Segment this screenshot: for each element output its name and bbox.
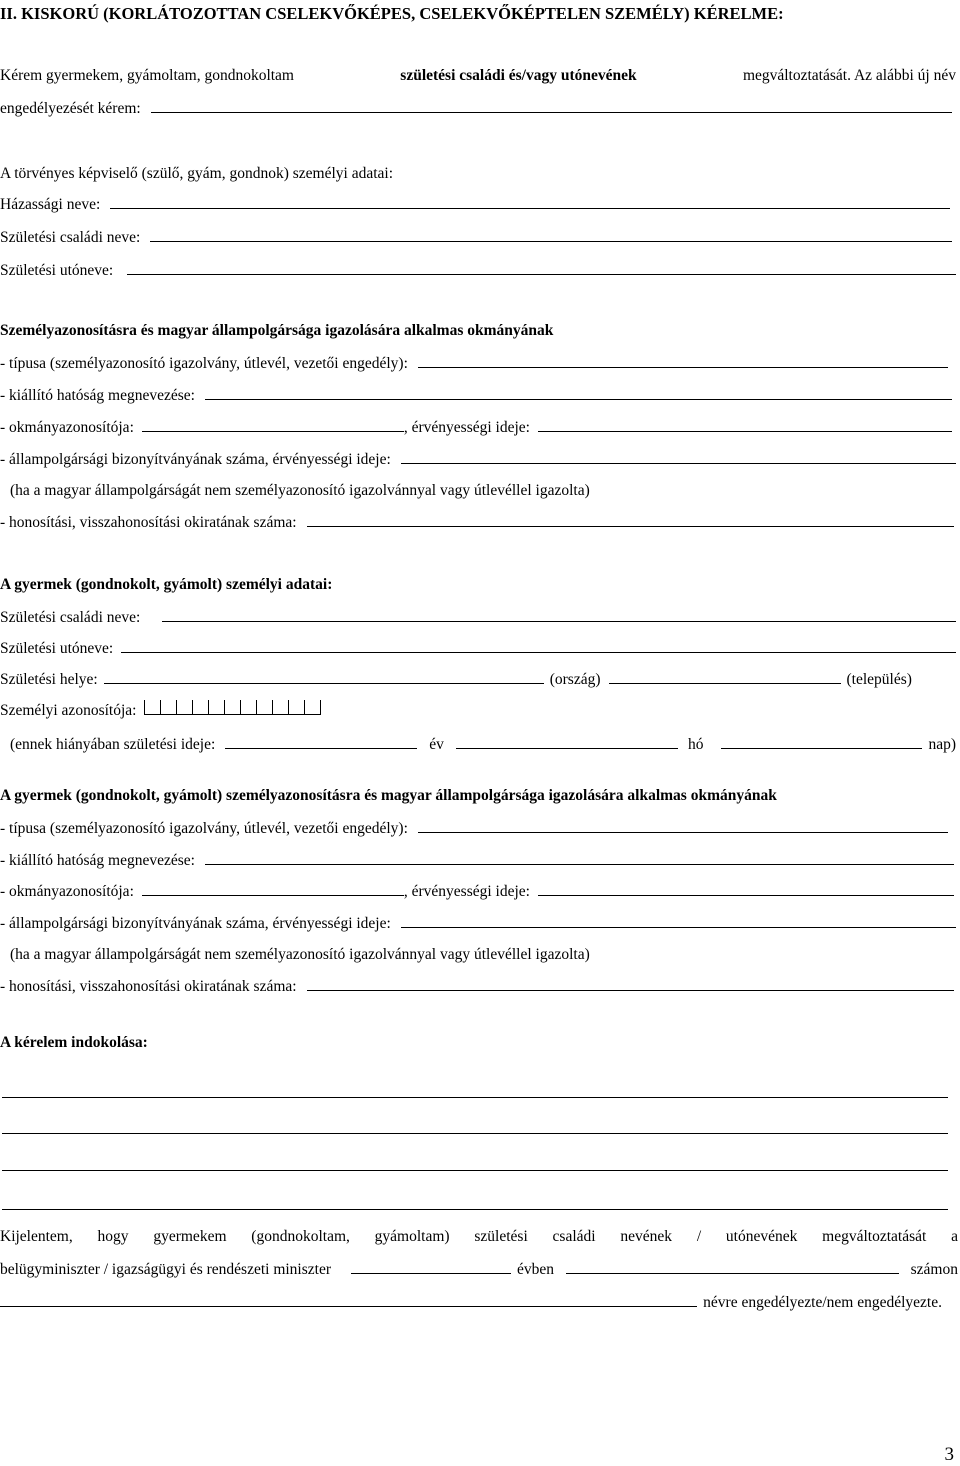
child-doc-id-row xyxy=(0,881,954,902)
id-digit-box[interactable] xyxy=(192,700,208,715)
id-digit-box[interactable] xyxy=(144,700,160,715)
child-country-field[interactable] xyxy=(104,669,544,684)
rep-doc-type-label: - típusa (személyazonosító igazolvány, útlevél, vezetői engedély): xyxy=(0,355,408,372)
declaration-year-field[interactable] xyxy=(351,1259,511,1274)
declaration-line-1: Kijelentem, hogy gyermekem (gondnokoltam, gyámoltam) születési családi nevének / utónevének megváltoztatását a xyxy=(0,1228,958,1245)
child-birth-family-label: Születési családi neve: xyxy=(0,609,141,626)
rep-citizenship-row xyxy=(0,449,956,470)
child-doc-type-row xyxy=(0,818,948,839)
rep-marriage-name-row xyxy=(0,194,950,215)
rep-naturalization-row xyxy=(0,512,954,533)
child-birth-family-field[interactable] xyxy=(162,607,956,622)
child-issuer-row xyxy=(0,850,954,871)
id-digit-box[interactable] xyxy=(224,700,240,715)
intro-text-3: megváltoztatását. Az alábbi új név xyxy=(742,67,956,84)
child-settlement-field[interactable] xyxy=(609,669,841,684)
rep-doc-id-row xyxy=(0,417,952,438)
declaration-number-field[interactable] xyxy=(566,1259,899,1274)
intro-line-1 xyxy=(0,66,956,86)
child-naturalization-field[interactable] xyxy=(307,976,954,991)
rep-validity-field[interactable] xyxy=(538,417,952,432)
child-citizenship-field[interactable] xyxy=(401,913,956,928)
rep-birth-given-row xyxy=(0,260,956,281)
rep-doc-id-field[interactable] xyxy=(142,417,404,432)
justification-heading: A kérelem indokolása: xyxy=(0,1034,148,1051)
declaration-line-2 xyxy=(0,1259,958,1280)
child-issuer-field[interactable] xyxy=(205,850,954,865)
child-personal-id-label: Személyi azonosítója: xyxy=(0,702,137,719)
child-doc-type-label: - típusa (személyazonosító igazolvány, útlevél, vezetői engedély): xyxy=(0,820,408,837)
rep-issuer-row xyxy=(0,385,952,406)
child-birth-year-field[interactable] xyxy=(225,734,417,749)
form-title: II. KISKORÚ (KORLÁTOZOTTAN CSELEKVŐKÉPES, CSELEKVŐKÉPTELEN SZEMÉLY) KÉRELME: xyxy=(0,4,784,23)
justification-line-3[interactable] xyxy=(2,1170,948,1171)
justification-line-2[interactable] xyxy=(2,1133,948,1134)
justification-line-4[interactable] xyxy=(2,1209,948,1210)
rep-issuer-label: - kiállító hatóság megnevezése: xyxy=(0,387,195,404)
child-birth-date-row xyxy=(10,734,956,755)
child-citizenship-label: - állampolgársági bizonyítványának száma, érvényességi ideje: xyxy=(0,915,391,932)
intro-text-4: engedélyezését kérem: xyxy=(0,100,141,117)
child-personal-id-boxes[interactable] xyxy=(144,701,321,715)
new-name-field[interactable] xyxy=(151,98,952,113)
rep-marriage-name-field[interactable] xyxy=(110,194,950,209)
rep-naturalization-field[interactable] xyxy=(307,512,954,527)
declaration-result-text: névre engedélyezte/nem engedélyezte. xyxy=(703,1294,942,1311)
intro-line-2 xyxy=(0,98,952,119)
declaration-number-label: számon xyxy=(910,1261,958,1278)
rep-issuer-field[interactable] xyxy=(205,385,952,400)
child-heading: A gyermek (gondnokolt, gyámolt) személyi adatai: xyxy=(0,576,333,593)
rep-document-heading: Személyazonosításra és magyar állampolgársága igazolására alkalmas okmányának xyxy=(0,322,554,339)
id-digit-box[interactable] xyxy=(208,700,224,715)
intro-text-1: Kérem gyermekem, gyámoltam, gondnokoltam xyxy=(0,67,294,84)
child-validity-label: , érvényességi ideje: xyxy=(403,883,530,900)
child-country-label: (ország) xyxy=(549,671,601,688)
intro-text-2: születési családi és/vagy utónevének xyxy=(400,67,637,84)
representative-heading: A törvényes képviselő (szülő, gyám, gondnok) személyi adatai: xyxy=(0,165,394,182)
child-doc-type-field[interactable] xyxy=(418,818,948,833)
child-birth-family-row xyxy=(0,607,956,628)
id-digit-box[interactable] xyxy=(288,700,304,715)
rep-birth-family-field[interactable] xyxy=(150,227,952,242)
child-birth-month-field[interactable] xyxy=(456,734,678,749)
child-birth-given-field[interactable] xyxy=(121,638,956,653)
child-day-label: nap) xyxy=(928,736,956,753)
rep-doc-type-field[interactable] xyxy=(418,353,948,368)
rep-citizenship-note: (ha a magyar állampolgárságát nem személyazonosító igazolvánnyal vagy útlevéllel igazolta) xyxy=(10,482,590,499)
id-digit-box[interactable] xyxy=(240,700,256,715)
rep-birth-family-label: Születési családi neve: xyxy=(0,229,141,246)
declaration-name-field[interactable] xyxy=(0,1292,697,1307)
rep-doc-type-row xyxy=(0,353,948,374)
child-doc-id-label: - okmányazonosítója: xyxy=(0,883,134,900)
child-settlement-label: (település) xyxy=(846,671,912,688)
declaration-line-3 xyxy=(0,1292,942,1313)
id-digit-box[interactable] xyxy=(272,700,288,715)
child-doc-id-field[interactable] xyxy=(142,881,404,896)
rep-birth-given-label: Születési utóneve: xyxy=(0,262,114,279)
child-document-heading: A gyermek (gondnokolt, gyámolt) személyazonosításra és magyar állampolgársága igazolására alkalmas okmányának xyxy=(0,787,777,804)
declaration-year-label: évben xyxy=(517,1261,555,1278)
justification-line-1[interactable] xyxy=(2,1097,948,1098)
child-birth-given-row xyxy=(0,638,956,659)
rep-validity-label: , érvényességi ideje: xyxy=(403,419,530,436)
child-issuer-label: - kiállító hatóság megnevezése: xyxy=(0,852,195,869)
rep-doc-id-label: - okmányazonosítója: xyxy=(0,419,134,436)
rep-birth-family-row xyxy=(0,227,952,248)
child-birth-place-row xyxy=(0,669,955,690)
child-personal-id-row xyxy=(0,701,960,721)
child-birth-given-label: Születési utóneve: xyxy=(0,640,114,657)
id-digit-box[interactable] xyxy=(304,700,321,715)
declaration-minister-text: belügyminiszter / igazságügyi és rendészeti miniszter xyxy=(0,1261,331,1278)
child-birth-place-label: Születési helye: xyxy=(0,671,98,688)
rep-naturalization-label: - honosítási, visszahonosítási okiratának száma: xyxy=(0,514,297,531)
child-naturalization-row xyxy=(0,976,954,997)
rep-marriage-name-label: Házassági neve: xyxy=(0,196,101,213)
child-citizenship-row xyxy=(0,913,956,934)
page-number: 3 xyxy=(944,1444,954,1465)
child-citizenship-note: (ha a magyar állampolgárságát nem személyazonosító igazolvánnyal vagy útlevéllel igazolta) xyxy=(10,946,590,963)
id-digit-box[interactable] xyxy=(176,700,192,715)
child-validity-field[interactable] xyxy=(538,881,954,896)
rep-birth-given-field[interactable] xyxy=(127,260,956,275)
rep-citizenship-field[interactable] xyxy=(401,449,956,464)
child-birth-day-field[interactable] xyxy=(721,734,922,749)
id-digit-box[interactable] xyxy=(256,700,272,715)
child-birth-date-label: (ennek hiányában születési ideje: xyxy=(10,736,216,753)
id-digit-box[interactable] xyxy=(160,700,176,715)
child-year-label: év xyxy=(429,736,444,753)
rep-citizenship-label: - állampolgársági bizonyítványának száma, érvényességi ideje: xyxy=(0,451,391,468)
child-naturalization-label: - honosítási, visszahonosítási okiratának száma: xyxy=(0,978,297,995)
child-month-label: hó xyxy=(687,736,704,753)
